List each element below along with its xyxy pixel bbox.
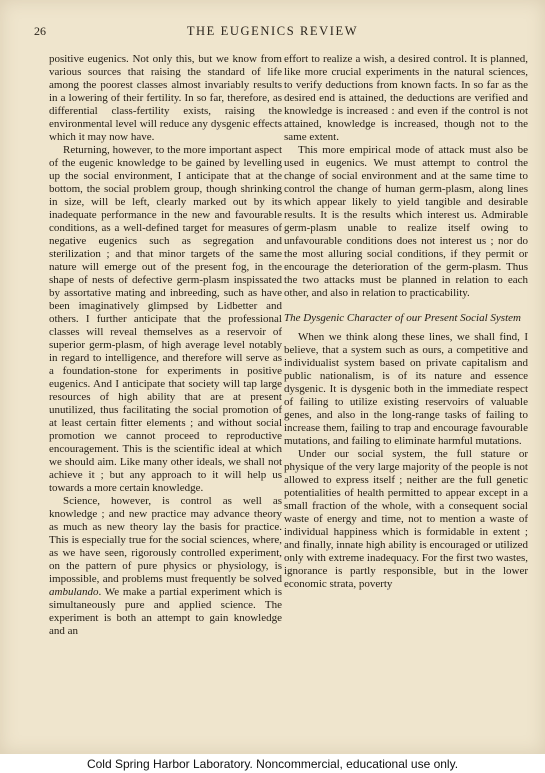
paragraph: This more empirical mode of attack must also be used in eugenics. We must attempt to control the change of social environment and at the same time to control the change of human germ-plasm, along lines which appear likely to yield tangible and desirable results. It is the results which interest us. Admirable germ-plasm unable to realize itself owing to unfavourable conditions does not interest us ; nor do the most alluring social conditions, if they permit or encourage the deterioration of the germ-plasm. Thus the two attacks must be planned in relation to each other, and also in relation to practicability. — [284, 144, 528, 299]
paragraph-text: Science, however, is control as well as knowledge ; and new practice may advance theory as much as new theory lay the basis for practice. This is especially true for the social sciences, where, as we have seen, rigorously controlled experiment, on the pattern of pure physics or physiology, is impossible, and problems must frequently be solved — [49, 495, 282, 585]
footer-credit: Cold Spring Harbor Laboratory. Noncommercial, educational use only. — [0, 755, 545, 773]
paragraph — [49, 495, 282, 638]
section-heading: The Dysgenic Character of our Present Social System — [284, 312, 521, 324]
left-column — [49, 53, 282, 693]
italic-term: ambulando — [49, 586, 99, 598]
journal-title: THE EUGENICS REVIEW — [186, 24, 359, 38]
paragraph: effort to realize a wish, a desired control. It is planned, like more crucial experiments in the natural sciences, to verify deductions from known facts. In so far as the desired end is attained, the deductions are verified and knowledge is increased : and even if the control is not attained, knowledge is increased, though not to the same extent. — [284, 53, 528, 143]
page-number: 26 — [34, 24, 46, 38]
paragraph: Returning, however, to the more important aspect of the eugenic knowledge to be gained by levelling up the social environment, I anticipate that at the bottom, the social problem group, though shrinking in size, will be left, clearly marked out by its inadequate performance in the new and favourable conditions, as a well-defined target for measures of negative eugenics such as segregation and sterilization ; and that minor targets of the same nature will emerge out of the present fog, in the shape of nests of defective germ-plasm inspissated by assortative mating and inbreeding, such as have been imaginatively glimpsed by Lidbetter and others. I further anticipate that the professional classes will reveal themselves as a reservoir of superior germ-plasm, of high average level notably in regard to intelligence, and therefore will serve as a foundation-stone for experiments in positive eugenics. And I anticipate that society will tap large resources of high ability that are at present unutilized, thus facilitating the social promotion of at least certain fitter elements ; and without social promotion we cannot proceed to reproductive encouragement. This is the scientific ideal at which we should aim. Like many other ideals, we shall not achieve it ; but any approach to it will help us towards a more certain knowledge. — [49, 144, 282, 494]
paragraph: When we think along these lines, we shall find, I believe, that a system such as ours, a competitive and individualist system based on private capitalism and public nationalism, is of its nature and essence dysgenic. It is dysgenic both in the immediate respect of failing to utilize existing reservoirs of valuable genes, and also in the long-range tasks of failing to increase them, failing to trap and encourage favourable mutations, and failing to eliminate harmful mutations. — [284, 331, 528, 447]
paragraph-text: . We make a partial experiment which is simultaneously pure and applied science. The experiment is both an attempt to gain knowledge and an — [49, 586, 282, 637]
running-head — [0, 24, 545, 42]
paragraph: positive eugenics. Not only this, but we know from various sources that raising the standard of life among the poorest classes almost invariably results in a lowering of their fertility. In so far, therefore, as differential class-fertility exists, raising the environmental level will reduce any dysgenic effects which it may now have. — [49, 53, 282, 143]
right-column — [284, 53, 528, 693]
paragraph: Under our social system, the full stature or physique of the very large majority of the people is not allowed to express itself ; neither are the full genetic potentialities of health permitted to appear except in a small fraction of the whole, with a consequent social waste of energy and time, not to mention a waste of individual happiness which is formidable in extent ; and finally, innate high ability is encouraged or utilized only with extreme inadequacy. For the first two wastes, ignorance is partly responsible, but in the lower economic strata, poverty — [284, 448, 528, 590]
